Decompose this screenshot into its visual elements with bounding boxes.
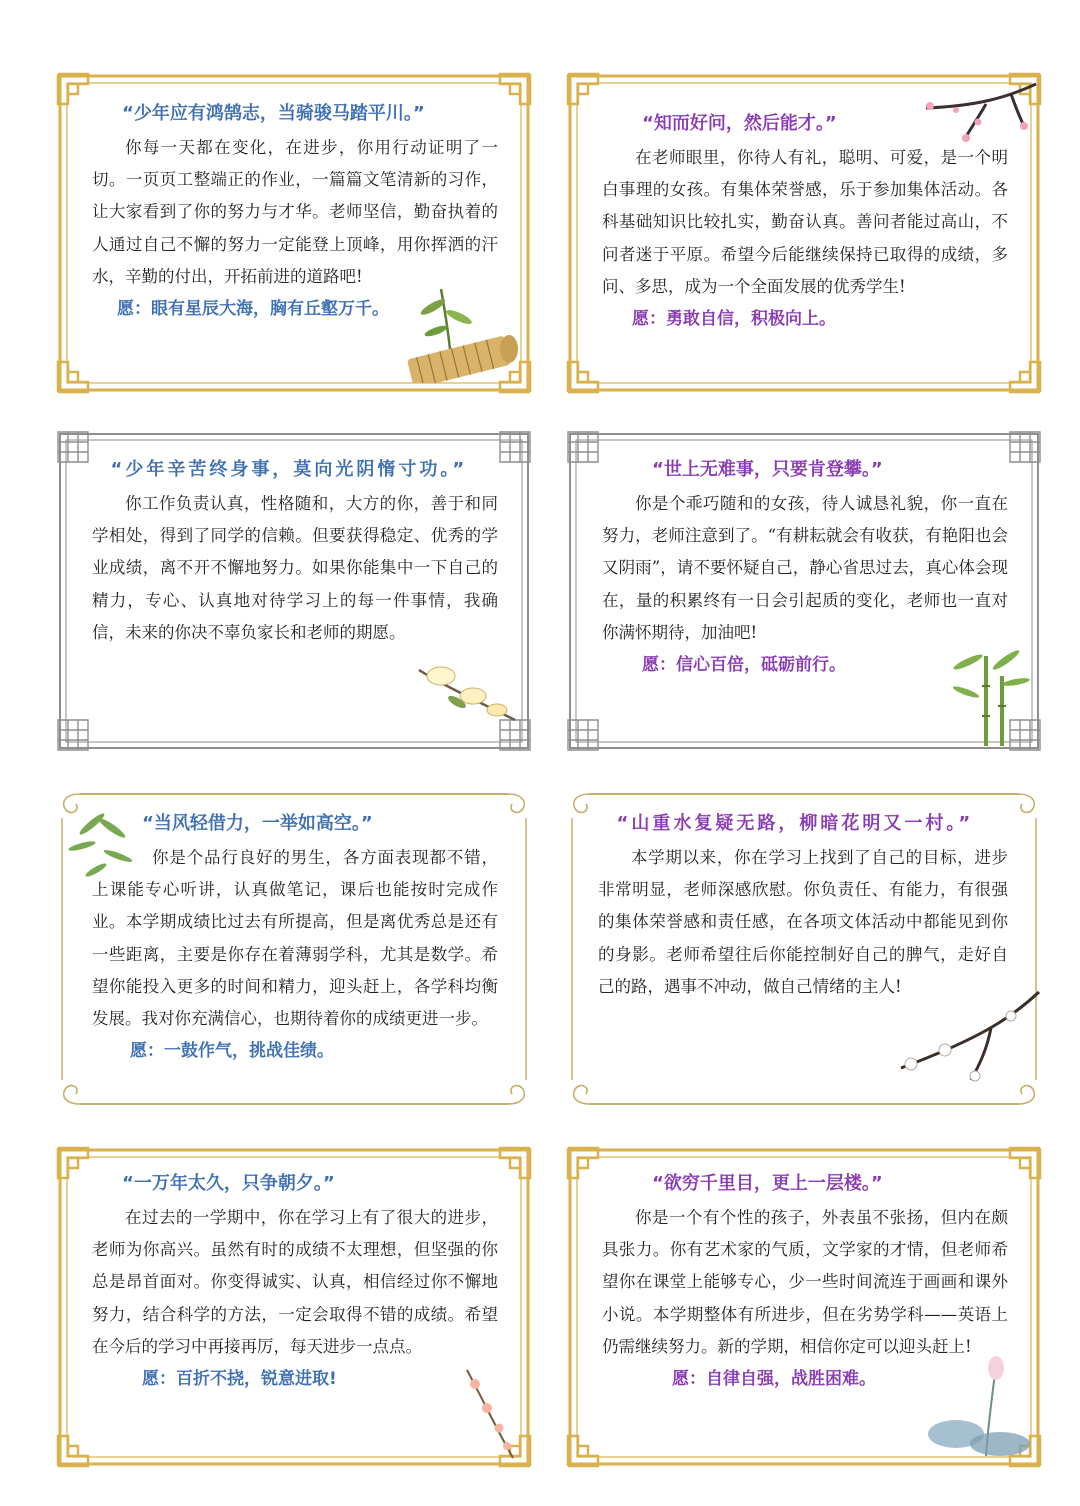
comment-body: 在老师眼里，你待人有礼，聪明、可爱，是一个明白事理的女孩。有集体荣誉感，乐于参加集体活动。各科基础知识比较扎实，勤奋认真。善问者能过高山，不问者迷于平原。希望今后能继续保持已取得的成绩，多问、多思，成为一个全面发展的优秀学生! (602, 148, 1008, 296)
comment-body: 你工作负责认真，性格随和，大方的你，善于和同学相处，得到了同学的信赖。但要获得稳定、优秀的学业成绩，离不开不懈地努力。如果你能集中一下自己的精力，专心、认真地对待学习上的每一件事情，我确信，未来的你决不辜负家长和老师的期愿。 (92, 494, 498, 642)
quote: “少年应有鸿鹄志，当骑骏马踏平川。” (122, 103, 425, 124)
wish: 愿：自律自强，战胜困难。 (672, 1369, 876, 1390)
comment-body: 你是一个有个性的孩子，外表虽不张扬，但内在颇具张力。你有艺术家的气质，文学家的才情，但老师希望你在课堂上能够专心，少一些时间流连于画画和课外小说。本学期整体有所进步，但在劣势学科——英语上仍需继续努力。新的学期，相信你定可以迎头赶上! (602, 1208, 1008, 1356)
wish: 愿：眼有星辰大海，胸有丘壑万千。 (117, 299, 389, 320)
comment-body: 你是个品行良好的男生，各方面表现都不错，上课能专心听讲，认真做笔记，课后也能按时完成作业。本学期成绩比过去有所提高，但是离优秀总是还有一些距离，主要是你存在着薄弱学科，尤其是数学。希望你能投入更多的时间和精力，迎头赶上，各学科均衡发展。我对你充满信心，也期待着你的成绩更进一步。 (92, 848, 498, 1029)
comment-card-6 (566, 788, 1042, 1110)
comment-body: 在过去的一学期中，你在学习上有了很大的进步，老师为你高兴。虽然有时的成绩不太理想，但坚强的你总是昂首面对。你变得诚实、认真，相信经过你不懈地努力，结合科学的方法，一定会取得不错的成绩。希望在今后的学习中再接再厉，每天进步一点点。 (92, 1208, 498, 1356)
comment-card-7 (56, 1146, 532, 1468)
quote: “一万年太久，只争朝夕。” (122, 1173, 335, 1194)
quote: “世上无难事，只要肯登攀。” (652, 459, 883, 480)
quote: “山重水复疑无路，柳暗花明又一村。” (598, 813, 974, 834)
wish: 愿：百折不挠，锐意进取! (142, 1369, 337, 1390)
comment-card-2 (566, 72, 1042, 394)
quote: “少年辛苦终身事，莫向光阴惰寸功。” (92, 459, 468, 480)
quote: “当风轻借力，一举如高空。” (142, 813, 373, 834)
comment-card-1 (56, 72, 532, 394)
comment-body: 本学期以来，你在学习上找到了自己的目标，进步非常明显，老师深感欣慰。你负责任、有能力，有很强的集体荣誉感和责任感，在各项文体活动中都能见到你的身影。老师希望往后你能控制好自己的脾气，走好自己的路，遇事不冲动，做自己情绪的主人! (598, 848, 1008, 996)
comment-body: 你是个乖巧随和的女孩，待人诚恳礼貌，你一直在努力，老师注意到了。“有耕耘就会有收获，有艳阳也会又阴雨”，请不要怀疑自己，静心省思过去，真心体会现在，量的积累终有一日会引起质的变化，老师也一直对你满怀期待，加油吧! (602, 494, 1008, 642)
quote: “欲穷千里目，更上一层楼。” (652, 1173, 883, 1194)
comment-card-3 (56, 430, 532, 752)
wish: 愿：一鼓作气，挑战佳绩。 (130, 1041, 334, 1062)
comment-body: 你每一天都在变化，在进步，你用行动证明了一切。一页页工整端正的作业，一篇篇文笔清新的习作，让大家看到了你的努力与才华。老师坚信，勤奋执着的人通过自己不懈的努力一定能登上顶峰，用你挥洒的汗水，辛勤的付出，开拓前进的道路吧! (92, 138, 498, 286)
quote: “知而好问，然后能才。” (642, 113, 837, 134)
wish: 愿：勇敢自信，积极向上。 (632, 309, 836, 330)
comment-card-8 (566, 1146, 1042, 1468)
wish: 愿：信心百倍，砥砺前行。 (642, 655, 846, 676)
comment-card-5 (56, 788, 532, 1110)
comment-card-4 (566, 430, 1042, 752)
